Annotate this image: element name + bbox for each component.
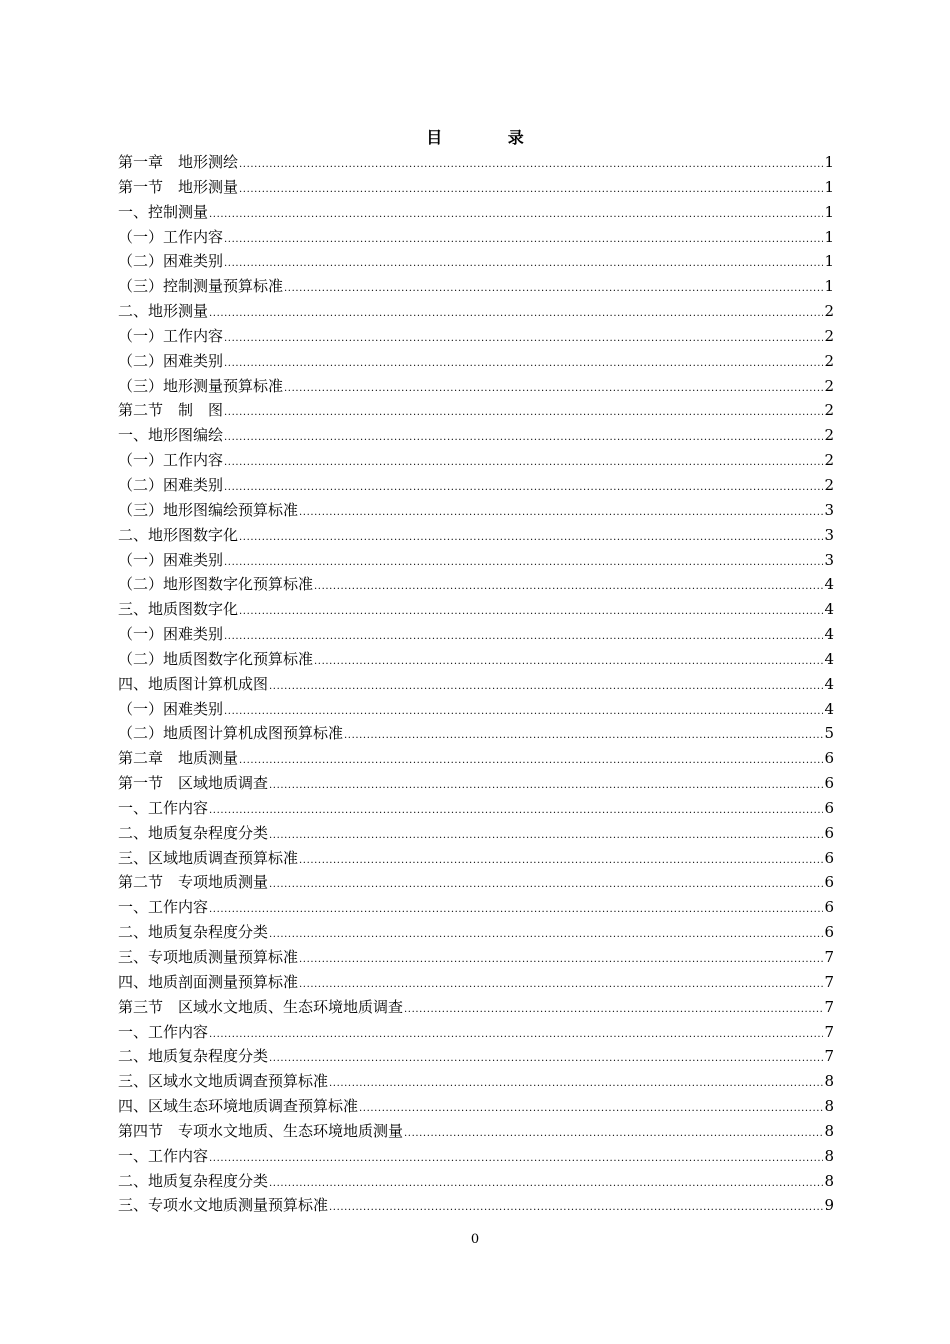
toc-entry-page: 2 [824,351,834,370]
toc-entry-page: 4 [824,625,834,644]
toc-entry-page: 4 [824,600,834,619]
toc-entry[interactable] [118,175,834,200]
dot-leader [269,1172,823,1197]
dot-leader [209,1147,823,1172]
toc-entry-text: （一）工作内容 [118,227,224,246]
toc-entry-page: 4 [824,649,834,668]
dot-leader [224,352,823,377]
toc-entry-text: 一、工作内容 [118,1146,209,1165]
toc-entry-page: 5 [824,724,834,743]
toc-entry-page: 1 [824,227,834,246]
toc-entry-text: 三、区域水文地质调查预算标准 [118,1072,329,1091]
toc-entry[interactable] [118,274,834,299]
toc-entry[interactable] [118,150,834,175]
toc-entry-page: 2 [824,475,834,494]
dot-leader [269,873,823,898]
toc-entry-page: 6 [824,898,834,917]
toc-entry[interactable] [118,423,834,448]
toc-entry-text: 一、地形图编绘 [118,426,224,445]
toc-entry-text: （二）地形图数字化预算标准 [118,575,314,594]
dot-leader [329,1196,823,1221]
dot-leader [314,650,823,675]
toc-entry-text: 一、工作内容 [118,798,209,817]
toc-entry[interactable] [118,324,834,349]
dot-leader [404,998,823,1023]
toc-entry[interactable] [118,1020,834,1045]
toc-entry-text: 一、工作内容 [118,1022,209,1041]
toc-entry[interactable] [118,995,834,1020]
toc-entry-page: 4 [824,575,834,594]
toc-entry[interactable] [118,548,834,573]
toc-entry-text: 四、地质剖面测量预算标准 [118,972,299,991]
toc-entry[interactable] [118,398,834,423]
dot-leader [224,451,823,476]
toc-list [118,150,834,1218]
toc-entry[interactable] [118,1069,834,1094]
toc-entry-page: 3 [824,550,834,569]
dot-leader [224,327,823,352]
toc-entry-page: 6 [824,798,834,817]
toc-entry[interactable] [118,597,834,622]
toc-entry[interactable] [118,970,834,995]
toc-entry-text: （二）地质图数字化预算标准 [118,649,314,668]
toc-entry-page: 1 [824,252,834,271]
toc-entry-text: 二、地质复杂程度分类 [118,1047,269,1066]
toc-entry-page: 2 [824,401,834,420]
dot-leader [224,625,823,650]
toc-entry[interactable] [118,746,834,771]
toc-entry-page: 2 [824,326,834,345]
toc-entry-page: 1 [824,202,834,221]
toc-entry-text: （三）地形图编绘预算标准 [118,500,299,519]
toc-entry[interactable] [118,349,834,374]
toc-entry-page: 9 [824,1196,834,1215]
toc-entry-text: 第二节 专项地质测量 [118,873,269,892]
toc-entry-page: 2 [824,426,834,445]
toc-entry[interactable] [118,1094,834,1119]
dot-leader [269,675,823,700]
dot-leader [299,948,823,973]
toc-entry-page: 6 [824,873,834,892]
page-number: 0 [470,1232,480,1247]
toc-entry-page: 1 [824,153,834,171]
toc-entry[interactable] [118,622,834,647]
dot-leader [224,426,823,451]
dot-leader [284,377,823,402]
toc-entry-page: 8 [824,1072,834,1091]
dot-leader [239,749,823,774]
toc-entry-text: 二、地形测量 [118,302,209,321]
toc-entry-page: 7 [824,1047,834,1066]
toc-entry[interactable] [118,299,834,324]
dot-leader [269,923,823,948]
toc-entry-text: 三、专项地质测量预算标准 [118,948,299,966]
dot-leader [224,252,823,277]
dot-leader [239,526,823,551]
toc-entry[interactable] [118,895,834,920]
toc-entry[interactable] [118,249,834,274]
toc-entry-page: 7 [824,1022,834,1041]
toc-entry-text: （一）工作内容 [118,451,224,470]
toc-entry-page: 7 [824,997,834,1016]
toc-entry[interactable] [118,870,834,895]
dot-leader [239,153,823,178]
toc-entry-text: 三、地质图数字化 [118,600,239,619]
toc-entry-page: 2 [824,376,834,395]
dot-leader [344,724,823,749]
toc-entry-text: （三）控制测量预算标准 [118,277,284,296]
toc-entry-text: （二）困难类别 [118,351,224,370]
toc-entry-text: 第二章 地质测量 [118,749,239,768]
toc-entry[interactable] [118,473,834,498]
dot-leader [224,401,823,426]
toc-entry[interactable] [118,225,834,250]
dot-leader [269,824,823,849]
toc-entry-page: 3 [824,500,834,519]
dot-leader [209,302,823,327]
toc-entry-text: （一）工作内容 [118,326,224,345]
dot-leader [209,898,823,923]
toc-entry-page: 6 [824,823,834,842]
toc-entry[interactable] [118,374,834,399]
toc-entry-text: 二、地质复杂程度分类 [118,823,269,842]
dot-leader [209,203,823,228]
toc-entry-page: 2 [824,302,834,321]
toc-entry-page: 8 [824,1097,834,1116]
dot-leader [224,476,823,501]
toc-entry-text: 一、工作内容 [118,898,209,917]
dot-leader [224,228,823,253]
dot-leader [329,1072,823,1097]
toc-entry-text: （二）地质图计算机成图预算标准 [118,724,344,743]
toc-entry[interactable] [118,1193,834,1218]
toc-entry-page: 8 [824,1171,834,1190]
toc-entry-text: 二、地形图数字化 [118,525,239,544]
toc-entry-text: 第四节 专项水文地质、生态环境地质测量 [118,1121,404,1140]
dot-leader [299,849,823,874]
dot-leader [239,600,823,625]
dot-leader [239,178,823,203]
toc-entry[interactable] [118,697,834,722]
toc-entry-text: 第一节 地形测量 [118,177,239,196]
toc-entry[interactable] [118,448,834,473]
toc-entry-page: 4 [824,674,834,693]
toc-entry[interactable] [118,572,834,597]
dot-leader [224,551,823,576]
toc-entry[interactable] [118,1119,834,1144]
toc-entry-page: 3 [824,525,834,544]
toc-entry[interactable] [118,771,834,796]
dot-leader [269,1047,823,1072]
toc-entry-text: （一）困难类别 [118,699,224,718]
toc-entry-text: （二）困难类别 [118,252,224,271]
toc-entry[interactable] [118,846,834,871]
dot-leader [314,575,823,600]
toc-entry-text: 第三节 区域水文地质、生态环境地质调查 [118,997,404,1016]
toc-entry-page: 7 [824,948,834,966]
toc-entry[interactable] [118,200,834,225]
toc-entry[interactable] [118,523,834,548]
dot-leader [269,774,823,799]
toc-entry[interactable] [118,721,834,746]
toc-entry[interactable] [118,945,834,970]
toc-entry-text: 二、地质复杂程度分类 [118,1171,269,1190]
toc-entry-text: （一）困难类别 [118,625,224,644]
toc-entry[interactable] [118,821,834,846]
toc-entry-page: 8 [824,1146,834,1165]
toc-entry[interactable] [118,647,834,672]
toc-entry-page: 1 [824,177,834,196]
toc-entry-text: （二）困难类别 [118,475,224,494]
toc-entry[interactable] [118,1144,834,1169]
toc-entry[interactable] [118,1044,834,1069]
toc-entry-page: 7 [824,972,834,991]
toc-entry[interactable] [118,672,834,697]
toc-entry[interactable] [118,498,834,523]
toc-entry-text: 第二节 制 图 [118,401,224,420]
toc-entry-page: 6 [824,774,834,793]
toc-entry-page: 6 [824,848,834,867]
toc-entry[interactable] [118,1169,834,1194]
dot-leader [359,1097,823,1122]
toc-entry-text: 四、区域生态环境地质调查预算标准 [118,1097,359,1116]
toc-entry-text: 第一章 地形测绘 [118,153,239,171]
toc-entry-page: 6 [824,923,834,942]
dot-leader [299,501,823,526]
toc-entry-page: 4 [824,699,834,718]
toc-entry[interactable] [118,920,834,945]
toc-entry-page: 6 [824,749,834,768]
toc-title: 目 录 [426,128,554,147]
toc-entry-page: 1 [824,277,834,296]
toc-entry[interactable] [118,796,834,821]
dot-leader [284,277,823,302]
toc-entry-text: 第一节 区域地质调查 [118,774,269,793]
toc-entry-text: 三、区域地质调查预算标准 [118,848,299,867]
toc-entry-text: （一）困难类别 [118,550,224,569]
toc-entry-text: 三、专项水文地质测量预算标准 [118,1196,329,1215]
toc-entry-text: 四、地质图计算机成图 [118,674,269,693]
toc-entry-text: 二、地质复杂程度分类 [118,923,269,942]
toc-entry-page: 2 [824,451,834,470]
dot-leader [209,1023,823,1048]
toc-entry-text: （三）地形测量预算标准 [118,376,284,395]
dot-leader [404,1122,823,1147]
dot-leader [209,799,823,824]
toc-entry-page: 8 [824,1121,834,1140]
toc-entry-text: 一、控制测量 [118,202,209,221]
